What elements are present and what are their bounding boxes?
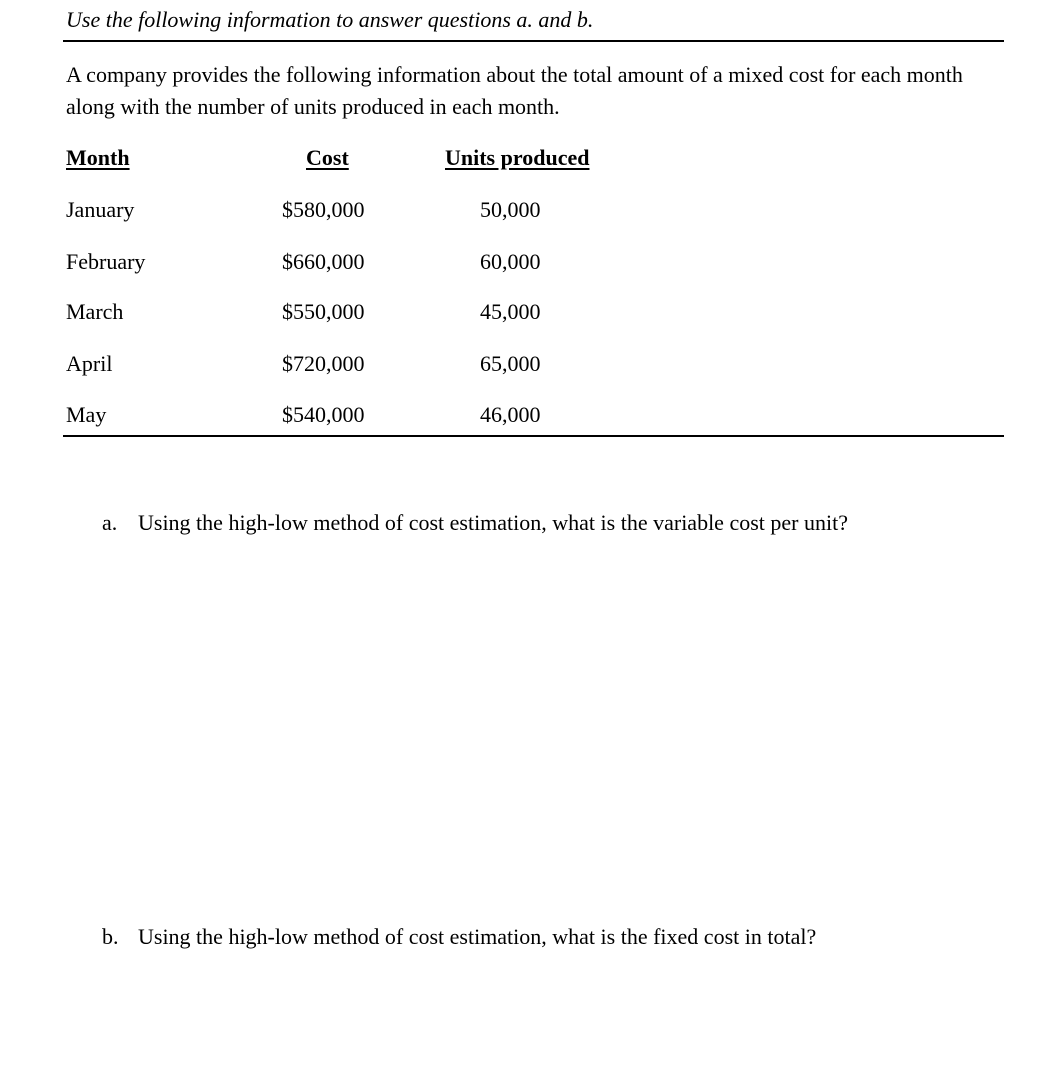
cost-cell: $540,000 <box>282 402 365 427</box>
question-b <box>102 923 816 951</box>
cost-cell: $720,000 <box>282 351 365 376</box>
table-row <box>0 401 1061 429</box>
question-text: Using the high-low method of cost estimation, what is the variable cost per unit? <box>138 510 848 535</box>
column-header-units: Units produced <box>445 145 590 170</box>
month-cell: April <box>66 351 113 376</box>
month-cell: May <box>66 402 107 427</box>
question-marker: a. <box>102 510 118 535</box>
bottom-divider <box>63 435 1004 437</box>
table-row <box>0 298 1061 326</box>
units-cell: 60,000 <box>480 249 541 274</box>
month-cell: February <box>66 249 146 274</box>
table-row <box>0 248 1061 276</box>
instruction-text: Use the following information to answer questions a. and b. <box>66 7 594 32</box>
table-row <box>0 196 1061 224</box>
question-marker: b. <box>102 924 119 949</box>
units-cell: 46,000 <box>480 402 541 427</box>
month-cell: January <box>66 197 135 222</box>
column-header-month: Month <box>66 145 130 170</box>
units-cell: 65,000 <box>480 351 541 376</box>
column-header-cost: Cost <box>306 145 349 170</box>
cost-cell: $580,000 <box>282 197 365 222</box>
month-cell: March <box>66 299 124 324</box>
question-a <box>102 509 848 537</box>
top-divider <box>63 40 1004 42</box>
cost-cell: $660,000 <box>282 249 365 274</box>
cost-cell: $550,000 <box>282 299 365 324</box>
intro-paragraph: A company provides the following information about the total amount of a mixed cost for each month along with the number of units produced in each month. <box>66 62 963 119</box>
table-row <box>0 350 1061 378</box>
question-text: Using the high-low method of cost estimation, what is the fixed cost in total? <box>138 924 817 949</box>
units-cell: 50,000 <box>480 197 541 222</box>
units-cell: 45,000 <box>480 299 541 324</box>
